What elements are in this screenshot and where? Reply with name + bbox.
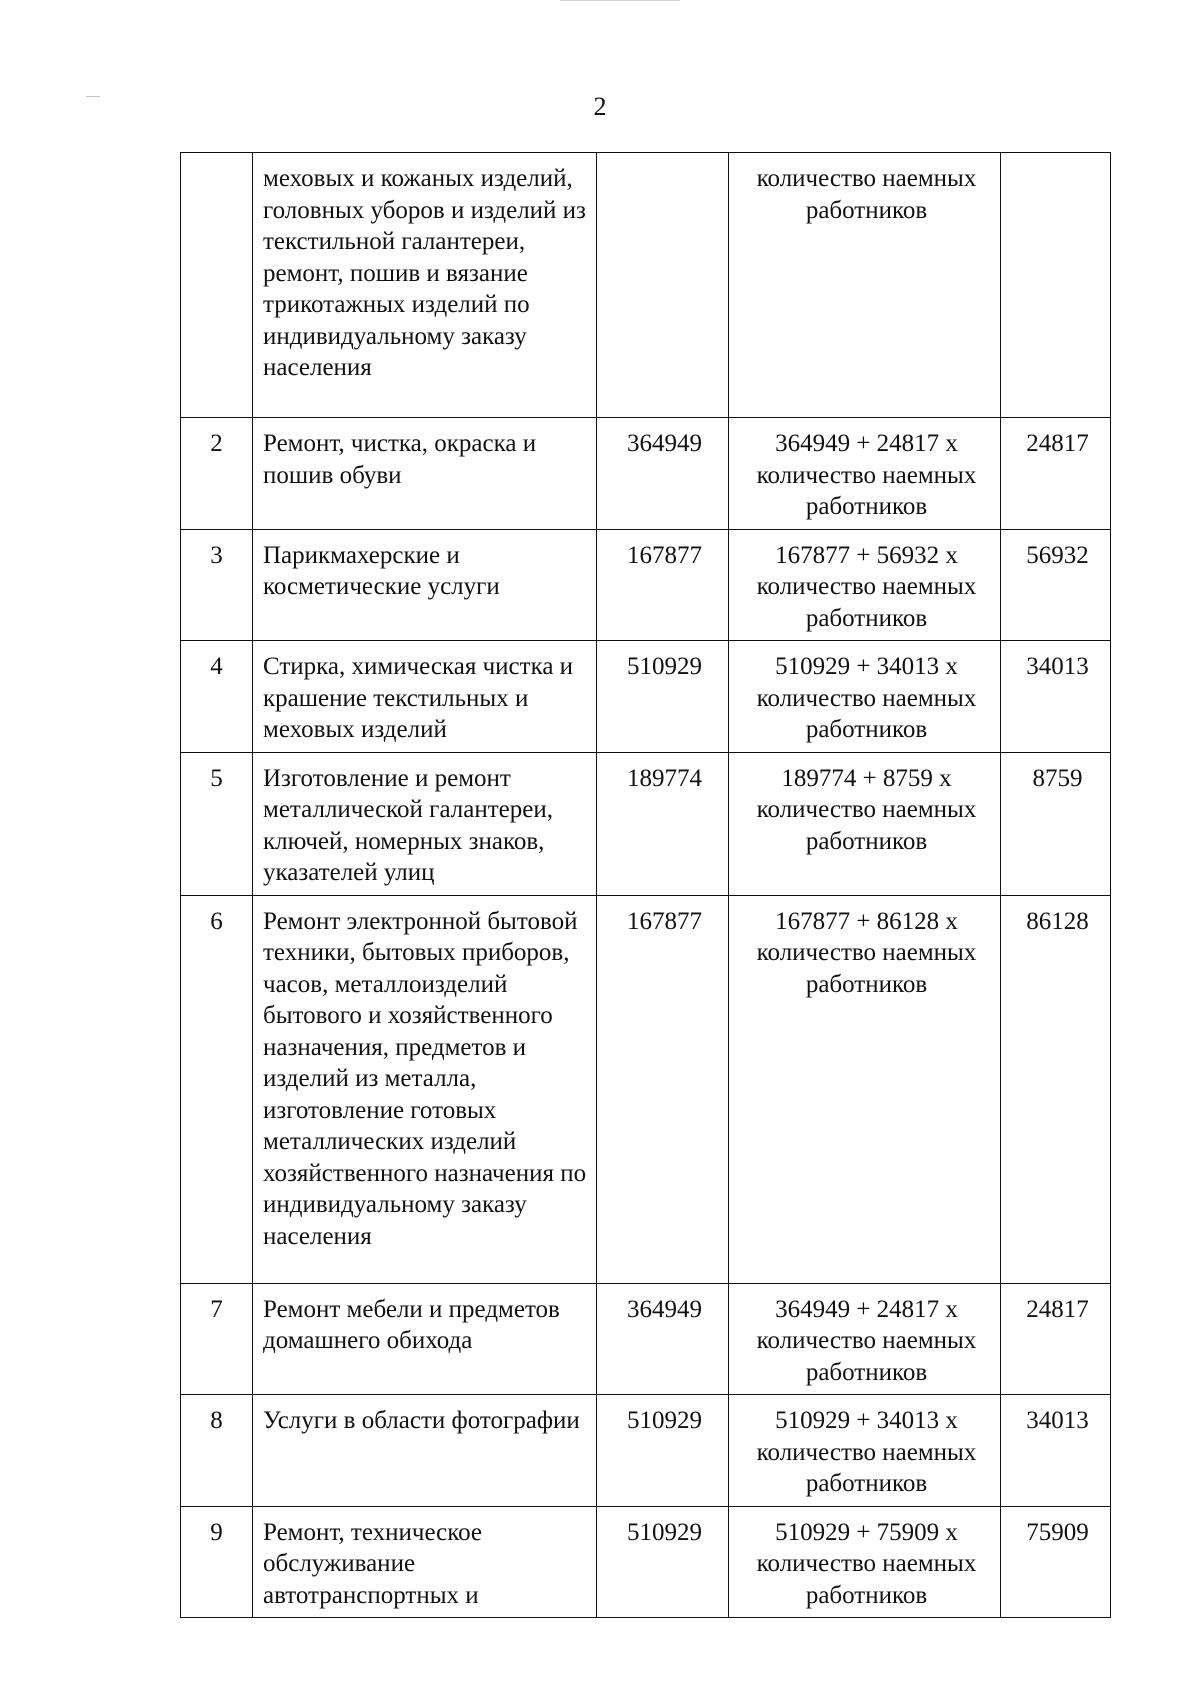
- income-formula: количество наемных работников: [729, 153, 1001, 418]
- per-employee-amount: 86128: [1001, 895, 1111, 1283]
- income-formula: 510929 + 34013 х количество наемных работников: [729, 1395, 1001, 1507]
- base-amount: 510929: [597, 641, 729, 753]
- base-amount: 167877: [597, 529, 729, 641]
- base-amount: 364949: [597, 1283, 729, 1395]
- table-row: [181, 418, 1111, 530]
- service-name: Ремонт электронной бытовой техники, бытовых приборов, часов, металлоизделий бытового и хозяйственного назначения, предметов и изделий из металла, изготовление готовых металлических изделий хозяйственного назначения по индивидуальному заказу населения: [253, 895, 597, 1283]
- table-row: [181, 1283, 1111, 1395]
- row-number: 2: [181, 418, 253, 530]
- row-number: 9: [181, 1506, 253, 1618]
- service-name: меховых и кожаных изделий, головных уборов и изделий из текстильной галантереи, ремонт, пошив и вязание трикотажных изделий по индивидуальному заказу населения: [253, 153, 597, 418]
- per-employee-amount: 24817: [1001, 418, 1111, 530]
- table-row: [181, 1506, 1111, 1618]
- per-employee-amount: 24817: [1001, 1283, 1111, 1395]
- per-employee-amount: 34013: [1001, 1395, 1111, 1507]
- scan-artifact: [560, 0, 680, 1]
- table-row: [181, 1395, 1111, 1507]
- income-formula: 167877 + 86128 х количество наемных работников: [729, 895, 1001, 1283]
- per-employee-amount: 75909: [1001, 1506, 1111, 1618]
- service-name: Парикмахерские и косметические услуги: [253, 529, 597, 641]
- base-amount: 189774: [597, 752, 729, 895]
- service-name: Ремонт, техническое обслуживание автотранспортных и: [253, 1506, 597, 1618]
- per-employee-amount: 56932: [1001, 529, 1111, 641]
- service-name: Стирка, химическая чистка и крашение текстильных и меховых изделий: [253, 641, 597, 753]
- base-amount: 510929: [597, 1395, 729, 1507]
- row-number: 6: [181, 895, 253, 1283]
- service-name: Изготовление и ремонт металлической галантереи, ключей, номерных знаков, указателей улиц: [253, 752, 597, 895]
- income-formula: 189774 + 8759 х количество наемных работников: [729, 752, 1001, 895]
- table-row: [181, 153, 1111, 418]
- income-formula: 510929 + 75909 х количество наемных работников: [729, 1506, 1001, 1618]
- base-amount: 510929: [597, 1506, 729, 1618]
- income-formula: 364949 + 24817 х количество наемных работников: [729, 418, 1001, 530]
- base-amount: 167877: [597, 895, 729, 1283]
- row-number: 3: [181, 529, 253, 641]
- row-number: 8: [181, 1395, 253, 1507]
- base-amount: [597, 153, 729, 418]
- row-number: 5: [181, 752, 253, 895]
- table-row: [181, 641, 1111, 753]
- base-amount: 364949: [597, 418, 729, 530]
- income-formula: 510929 + 34013 х количество наемных работников: [729, 641, 1001, 753]
- service-name: Услуги в области фотографии: [253, 1395, 597, 1507]
- income-formula: 364949 + 24817 х количество наемных работников: [729, 1283, 1001, 1395]
- scan-artifact: [86, 96, 100, 97]
- row-number: 4: [181, 641, 253, 753]
- table-row: [181, 529, 1111, 641]
- page-number: 2: [593, 92, 607, 121]
- tariff-table: [180, 152, 1111, 1618]
- income-formula: 167877 + 56932 х количество наемных работников: [729, 529, 1001, 641]
- per-employee-amount: 8759: [1001, 752, 1111, 895]
- per-employee-amount: 34013: [1001, 641, 1111, 753]
- table-row: [181, 752, 1111, 895]
- service-name: Ремонт, чистка, окраска и пошив обуви: [253, 418, 597, 530]
- table-row: [181, 895, 1111, 1283]
- row-number: 7: [181, 1283, 253, 1395]
- per-employee-amount: [1001, 153, 1111, 418]
- service-name: Ремонт мебели и предметов домашнего обихода: [253, 1283, 597, 1395]
- row-number: [181, 153, 253, 418]
